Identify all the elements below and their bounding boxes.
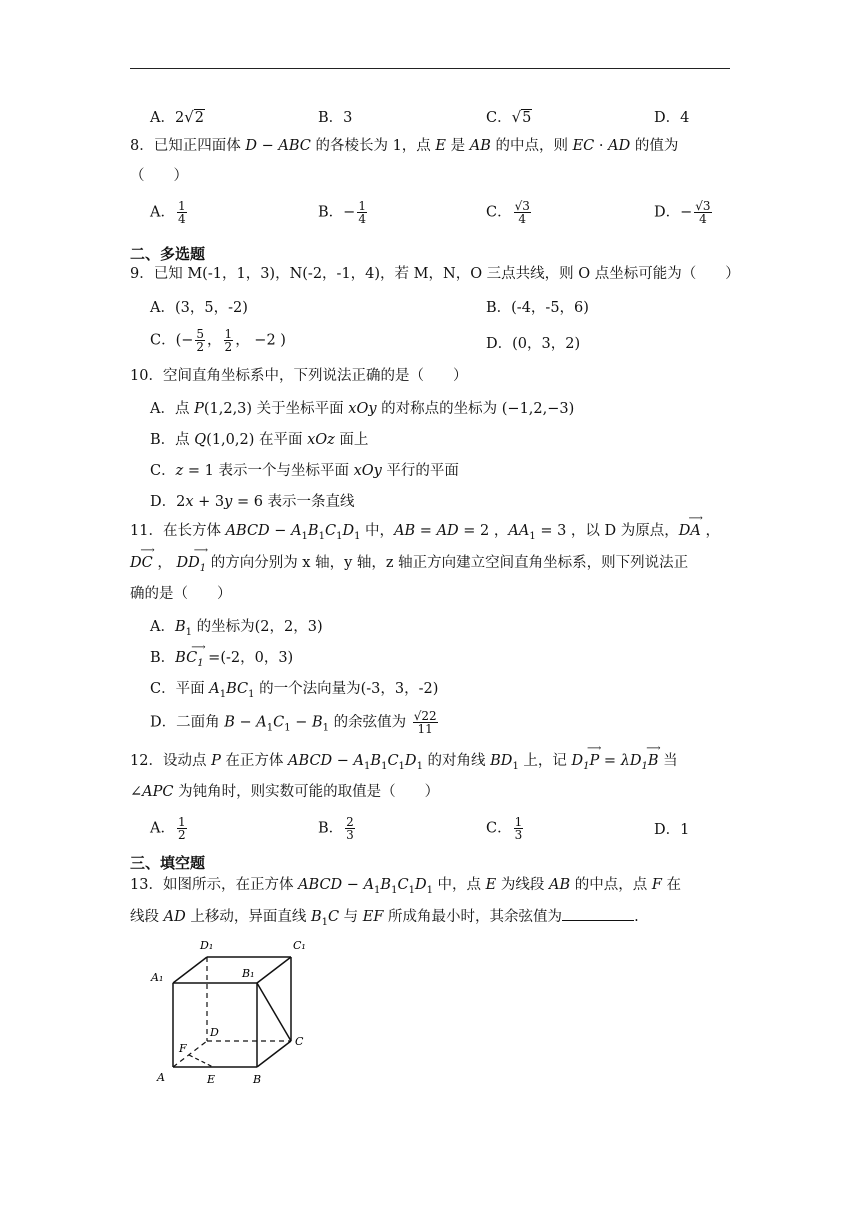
q12-option-b: B． $\frac{2}{3}$ bbox=[318, 815, 354, 842]
q10-option-c: C．z = 1 表示一个与坐标平面 xOy 平行的平面 bbox=[150, 463, 459, 479]
q8-option-c: C． $\frac{√3}{4}$ bbox=[486, 199, 530, 226]
q9-stem: 9．已知 M(-1，1，3)，N(-2，-1，4)，若 M，N，O 三点共线，则 O 点坐标可能为（ ） bbox=[130, 266, 740, 282]
q9-option-a: A．(3，5，-2) bbox=[150, 300, 248, 316]
q12-option-c: C． $\frac{1}{3}$ bbox=[486, 815, 523, 842]
q7-option-c: C．√5 bbox=[486, 108, 532, 126]
q12-line1: 12．设动点 P 在正方体 ABCD − $A_1B_1C_1D_1$ 的对角线 $BD_1$ 上，记 $D_1P$ ⟶ = $\lambda D_1B$ ⟶ 当 bbox=[130, 743, 678, 772]
q12-option-a: A． $\frac{1}{2}$ bbox=[150, 815, 186, 842]
q11-option-c: C．平面 $A_1BC_1$ 的一个法向量为(-3，3，-2) bbox=[150, 681, 439, 700]
label-c: C bbox=[295, 1035, 304, 1048]
q11-line2: DC ⟶ ， $DD_1$ ⟶ 的方向分别为 x 轴，y 轴，z 轴正方向建立空间直角坐标系，则下列说法正 bbox=[130, 545, 689, 574]
section-fill-in: 三、填空题 bbox=[130, 854, 206, 872]
q11-line3: 确的是（ ） bbox=[130, 586, 232, 602]
q8-option-a: A． $\frac{1}{4}$ bbox=[150, 199, 186, 226]
section-multiple-choice: 二、多选题 bbox=[130, 245, 206, 263]
q11-option-a: A．$B_1$ 的坐标为(2，2，3) bbox=[150, 619, 323, 638]
q9-option-c: C．(− $\frac{5}{2}$ ， $\frac{1}{2}$ ， −2 ) bbox=[150, 327, 286, 354]
q8-option-b: B．− $\frac{1}{4}$ bbox=[318, 199, 366, 226]
cube-figure bbox=[145, 935, 325, 1095]
q10-stem: 10．空间直角坐标系中，下列说法正确的是（ ） bbox=[130, 368, 468, 384]
q7-option-b: B．3 bbox=[318, 110, 353, 126]
label-e: E bbox=[207, 1073, 216, 1086]
answer-blank[interactable] bbox=[562, 906, 634, 921]
q10-option-d: D．2x + 3y = 6 表示一条直线 bbox=[150, 494, 355, 510]
q11-option-d: D．二面角 $B - A_1C_1 - B_1$ 的余弦值为 $\frac{√22}{11}$ bbox=[150, 709, 437, 736]
label-f: F bbox=[179, 1042, 187, 1055]
top-rule bbox=[130, 68, 730, 69]
q11-option-b: B．$BC_1$ ⟶ =(-2，0，3) bbox=[150, 642, 294, 669]
q13-line1: 13．如图所示，在正方体 ABCD − $A_1B_1C_1D_1$ 中，点 E 为线段 AB 的中点，点 F 在 bbox=[130, 877, 682, 896]
q9-option-d: D．(0，3，2) bbox=[486, 336, 581, 352]
q7-option-d: D．4 bbox=[654, 110, 690, 126]
label-d1: D₁ bbox=[200, 939, 214, 952]
label-b: B bbox=[253, 1073, 262, 1086]
q12-line2: ∠APC 为钝角时，则实数可能的取值是（ ） bbox=[130, 784, 440, 800]
q11-line1: 11．在长方体 ABCD − $A_1B_1C_1D_1$ 中，AB = AD = 2 ，$AA_1 = 3$ ，以 D 为原点，DA ⟶ ， bbox=[130, 513, 720, 542]
q12-option-d: D．1 bbox=[654, 822, 690, 838]
q8-option-d: D．− $\frac{√3}{4}$ bbox=[654, 199, 711, 226]
label-c1: C₁ bbox=[293, 939, 306, 952]
q8-stem-line2: （ ） bbox=[130, 168, 188, 184]
q10-option-b: B．点 Q(1,0,2) 在平面 xOz 面上 bbox=[150, 432, 369, 448]
q8-stem-line1: 8．已知正四面体 D − ABC 的各棱长为 1，点 E 是 AB 的中点，则 EC · AD 的值为 bbox=[130, 138, 679, 154]
q10-option-a: A．点 P(1,2,3) 关于坐标平面 xOy 的对称点的坐标为 (−1,2,−3) bbox=[150, 401, 575, 417]
q7-option-a: A．2√2 bbox=[150, 108, 204, 126]
q13-line2: 线段 AD 上移动，异面直线 $B_1C$ 与 EF 所成角最小时，其余弦值为 . bbox=[130, 906, 639, 933]
label-a: A bbox=[157, 1071, 165, 1084]
q9-option-b: B．(-4，-5，6) bbox=[486, 300, 589, 316]
label-a1: A₁ bbox=[151, 971, 164, 984]
label-b1: B₁ bbox=[242, 967, 255, 980]
label-d: D bbox=[210, 1026, 219, 1039]
